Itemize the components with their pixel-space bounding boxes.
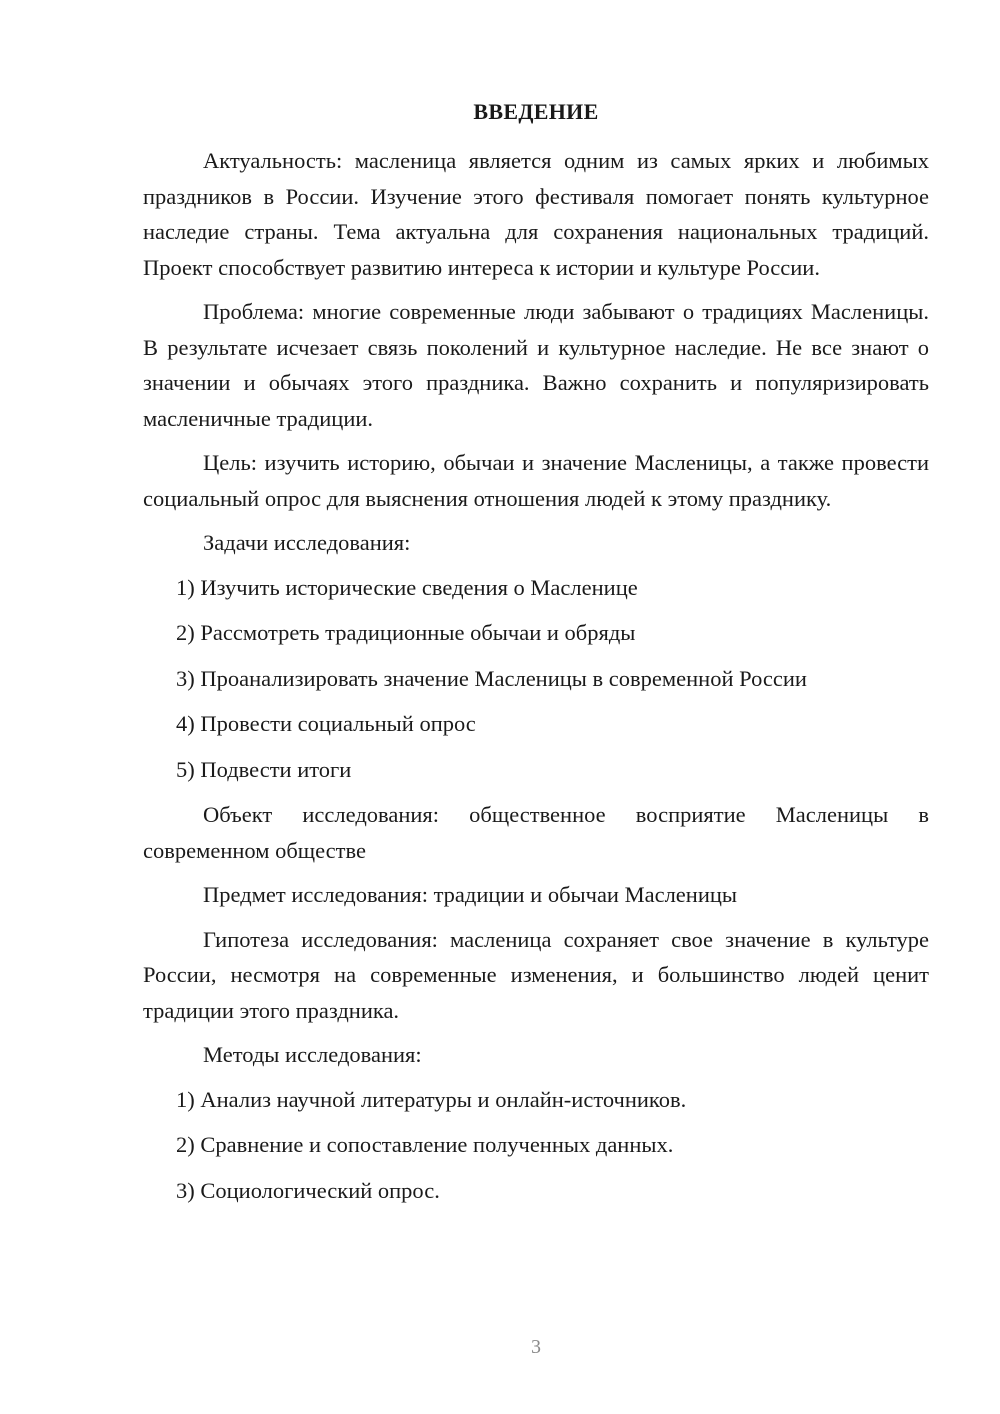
object-paragraph: Объект исследования: общественное восприятие Масленицы в современном обществе: [143, 802, 929, 863]
page-title: ВВЕДЕНИЕ: [473, 99, 599, 124]
task-item: 3) Проанализировать значение Масленицы в современной России: [176, 665, 807, 691]
methods-heading: Методы исследования:: [203, 1042, 422, 1067]
task-item: 4) Провести социальный опрос: [176, 711, 476, 736]
method-item: 3) Социологический опрос.: [176, 1177, 440, 1203]
method-item: 2) Сравнение и сопоставление полученных данных.: [176, 1132, 674, 1157]
hypothesis-paragraph: Гипотеза исследования: масленица сохраняет свое значение в культуре России, несмотря на современные изменения, и большинство людей ценит традиции этого праздника.: [143, 926, 929, 1023]
task-item: 2) Рассмотреть традиционные обычаи и обряды: [176, 620, 636, 645]
document-body: [143, 143, 929, 1218]
relevance-paragraph: Актуальность: масленица является одним из самых ярких и любимых праздников в России. Изучение этого фестиваля помогает понять культурное наследие страны. Тема актуальна для сохранения национальных традиций. Проект способствует развитию интереса к истории и культуре России.: [143, 148, 929, 280]
goal-paragraph: Цель: изучить историю, обычаи и значение Масленицы, а также провести социальный опрос для выяснения отношения людей к этому празднику.: [143, 450, 929, 511]
tasks-list: [143, 570, 929, 788]
task-item: 5) Подвести итоги: [176, 756, 352, 782]
methods-list: [143, 1082, 929, 1209]
subject-paragraph: Предмет исследования: традиции и обычаи Масленицы: [203, 882, 738, 907]
page-number: 3: [531, 1336, 541, 1358]
problem-paragraph: Проблема: многие современные люди забывают о традициях Масленицы. В результате исчезает связь поколений и культурное наследие. Не все знают о значении и обычаях этого праздника. Важно сохранить и популяризировать масленичные традиции.: [143, 299, 929, 431]
tasks-heading: Задачи исследования:: [203, 530, 411, 555]
task-item: 1) Изучить исторические сведения о Масленице: [176, 574, 638, 600]
method-item: 1) Анализ научной литературы и онлайн-источников.: [176, 1086, 687, 1112]
